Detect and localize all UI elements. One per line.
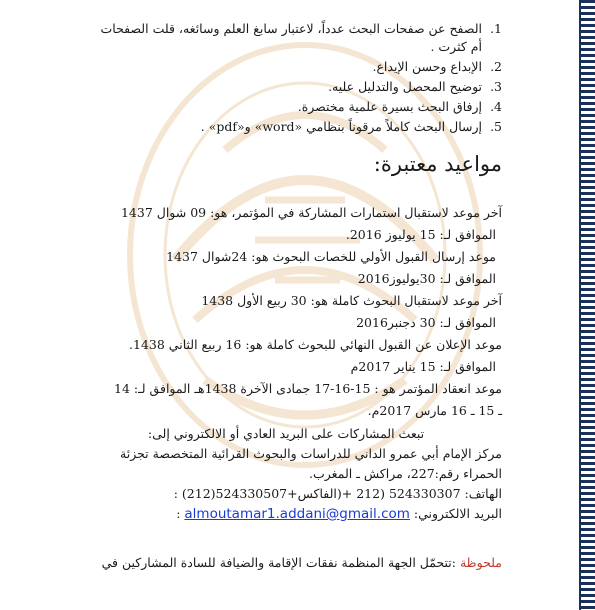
list-text: توضيح المحصل والتدليل عليه. <box>328 79 482 94</box>
list-text: الإبداع وحسن الإيداع. <box>372 59 482 74</box>
list-text: الصفح عن صفحات البحث عدداً، لاعتبار سابغ العلم وسائغه، قلت الصفحات أم كثرت . <box>100 21 482 54</box>
date-line: موعد الإعلان عن القبول النهائي للبحوث كاملة هو: 16 ربيع الثاني 1438. <box>129 337 502 352</box>
note-line <box>90 554 502 572</box>
date-line: الموافق لـ: 15 يناير 2017م <box>350 359 496 374</box>
email-colon: : <box>176 506 181 521</box>
contact-block <box>90 424 502 524</box>
date-line: آخر موعد لاستقبال البحوث كاملة هو: 30 ربيع الأول 1438 <box>201 293 502 308</box>
date-line: موعد إرسال القبول الأولي للخصات البحوث هو: 24شوال 1437 <box>166 249 496 264</box>
date-line: موعد انعقاد المؤتمر هو : 15-16-17 جمادى الآخرة 1438هـ الموافق لـ: 14 <box>114 381 502 396</box>
email-link[interactable]: almoutamar1.addani@gmail.com <box>184 506 410 522</box>
date-line: آخر موعد لاستقبال استمارات المشاركة في المؤتمر، هو: 09 شوال 1437 <box>120 205 502 220</box>
list-number: 1. <box>490 21 502 36</box>
list-item <box>90 78 502 96</box>
list-item <box>90 118 502 136</box>
dates-block <box>90 202 502 422</box>
date-line: ـ 15 ـ 16 مارس 2017م. <box>367 403 502 418</box>
email-label: البريد الالكتروني: <box>413 506 502 521</box>
list-text: إرسال البحث كاملاً مرقوناً بنظامي «word» و«pdf» . <box>200 119 482 134</box>
date-line: الموافق لـ: 15 يوليوز 2016. <box>345 227 496 242</box>
contact-address: الحمراء رقم:227، مراكش ـ المغرب. <box>309 466 502 481</box>
list-number: 2. <box>490 59 502 74</box>
section-heading-dates: مواعيد معتبرة: <box>373 152 502 176</box>
date-line: الموافق لـ: 30يوليوز2016 <box>357 271 496 286</box>
note-label: ملحوظة <box>459 555 502 570</box>
document-page <box>90 20 502 585</box>
list-item <box>90 20 502 56</box>
list-item <box>90 98 502 116</box>
decorative-page-border <box>579 0 595 610</box>
list-number: 5. <box>490 119 502 134</box>
note-text: :تتحمّل الجهة المنظمة نفقات الإقامة والضيافة للسادة المشاركين في <box>101 555 456 570</box>
contact-email-line <box>90 504 502 524</box>
list-number: 4. <box>490 99 502 114</box>
contact-phone: الهاتف: 524330307 (212 +(الفاكس+524330507(212) : <box>173 486 502 501</box>
date-line: الموافق لـ: 30 دجنبر2016 <box>356 315 496 330</box>
list-text: إرفاق البحث بسيرة علمية مختصرة. <box>297 99 482 114</box>
contact-intro: تبعث المشاركات على البريد العادي أو الالكتروني إلى: <box>147 426 425 441</box>
contact-address: مركز الإمام أبي عمرو الداني للدراسات والبحوث القرائية المتخصصة تجزئة <box>120 446 502 461</box>
list-item <box>90 58 502 76</box>
list-number: 3. <box>490 79 502 94</box>
conditions-list <box>90 20 502 136</box>
